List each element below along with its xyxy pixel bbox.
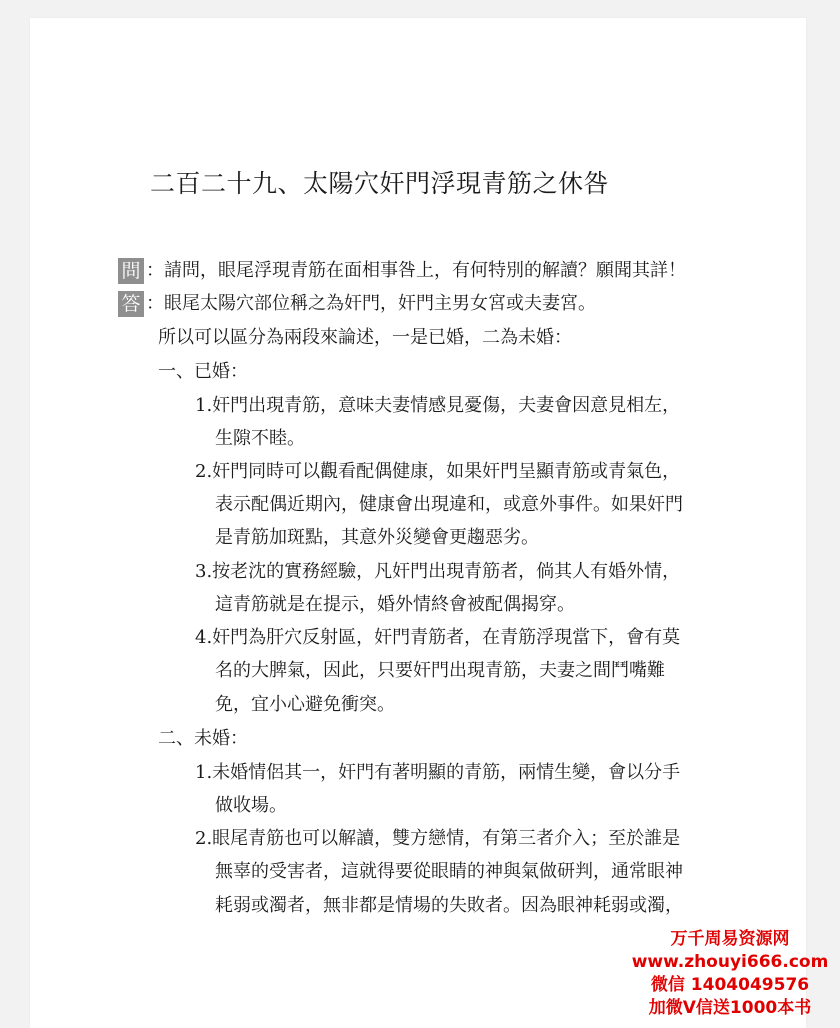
unmarried-item-2-line-2: 無辜的受害者，這就得要從眼睛的神與氣做研判，通常眼神 — [215, 861, 683, 882]
watermark — [630, 928, 830, 1020]
answer-label: 答 — [118, 291, 144, 317]
married-item-2-line-1: 2.奸門同時可以觀看配偶健康，如果奸門呈顯青筋或青氣色， — [195, 461, 681, 482]
married-item-4-line-3: 免，宜小心避免衝突。 — [215, 694, 395, 715]
question-line — [118, 258, 686, 284]
page-title: 二百二十九、太陽穴奸門浮現青筋之休咎 — [150, 169, 610, 198]
married-item-2-line-3: 是青筋加斑點，其意外災變會更趨惡劣。 — [215, 527, 539, 548]
unmarried-heading: 二、未婚： — [158, 728, 248, 749]
unmarried-item-1-line-2: 做收場。 — [215, 795, 287, 816]
watermark-line-1: 万千周易资源网 — [670, 929, 790, 949]
married-heading: 一、已婚： — [158, 361, 248, 382]
unmarried-item-1-line-1: 1.未婚情侶其一，奸門有著明顯的青筋，兩情生變，會以分手 — [195, 762, 681, 783]
watermark-line-2: www.zhouyi666.com — [631, 952, 829, 972]
question-label: 問 — [118, 258, 144, 284]
married-item-2-line-2: 表示配偶近期內，健康會出現違和，或意外事件。如果奸門 — [215, 494, 683, 515]
question-text: ：請問，眼尾浮現青筋在面相事咎上，有何特別的解讀？願聞其詳！ — [146, 260, 686, 281]
married-item-4-line-2: 名的大脾氣，因此，只要奸門出現青筋，夫妻之間鬥嘴難 — [215, 660, 665, 681]
intro-text: 所以可以區分為兩段來論述，一是已婚，二為未婚： — [158, 327, 572, 348]
married-item-1-line-1: 1.奸門出現青筋，意味夫妻情感見憂傷，夫妻會因意見相左， — [195, 395, 681, 416]
unmarried-item-2-line-3: 耗弱或濁者，無非都是情場的失敗者。因為眼神耗弱或濁， — [215, 895, 683, 916]
married-item-3-line-2: 這青筋就是在提示，婚外情終會被配偶揭穿。 — [215, 594, 575, 615]
watermark-line-4: 加微V信送1000本书 — [648, 998, 812, 1018]
answer-line — [118, 291, 596, 317]
married-item-3-line-1: 3.按老沈的實務經驗，凡奸門出現青筋者，倘其人有婚外情， — [195, 561, 681, 582]
answer-text: ：眼尾太陽穴部位稱之為奸門，奸門主男女宮或夫妻宮。 — [146, 293, 596, 314]
married-item-4-line-1: 4.奸門為肝穴反射區，奸門青筋者，在青筋浮現當下，會有莫 — [195, 627, 681, 648]
watermark-line-3: 微信 1404049576 — [650, 975, 810, 995]
unmarried-item-2-line-1: 2.眼尾青筋也可以解讀，雙方戀情，有第三者介入；至於誰是 — [195, 828, 681, 849]
married-item-1-line-2: 生隙不睦。 — [215, 428, 305, 449]
